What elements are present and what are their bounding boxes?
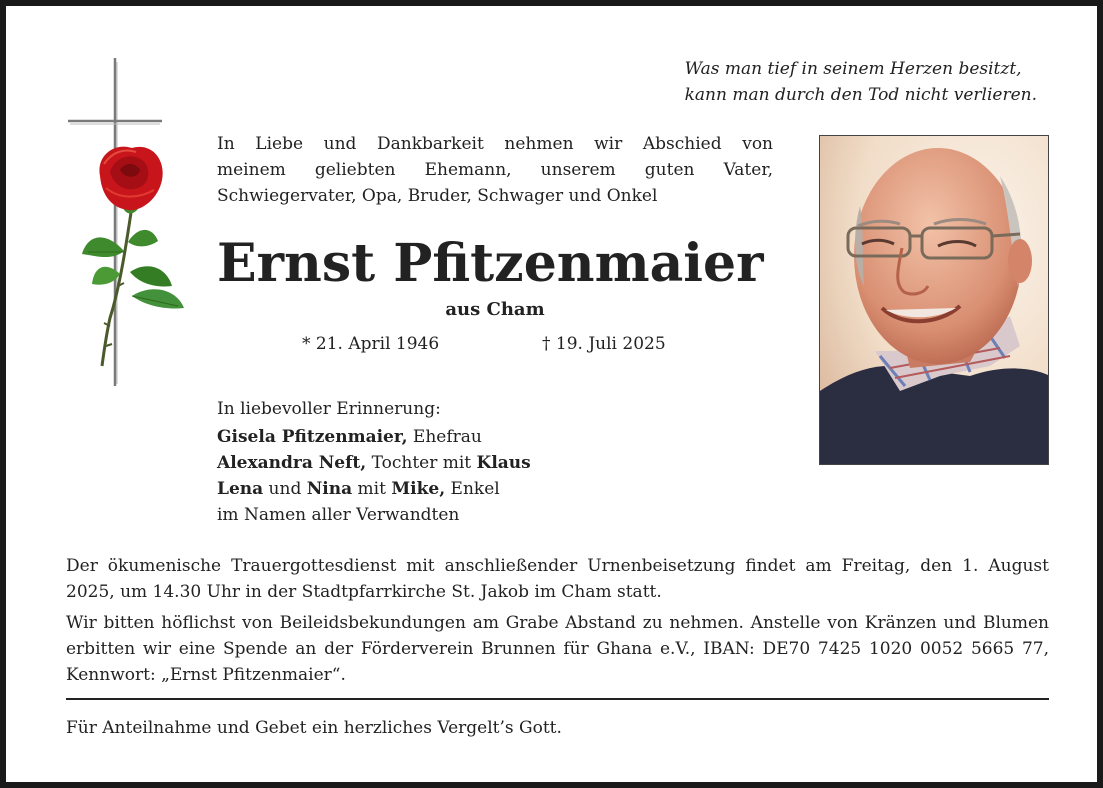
mourner-name: Klaus <box>476 453 531 473</box>
mourner-row: im Namen aller Verwandten <box>217 505 460 525</box>
intro-line-2: meinem geliebten Ehemann, unserem guten Vater, <box>217 160 773 180</box>
mourner-row <box>217 476 531 502</box>
service-info <box>66 553 1049 693</box>
divider <box>66 698 1049 700</box>
mourner-relation: Ehefrau <box>407 427 482 447</box>
service-paragraph: Der ökumenische Trauergottesdienst mit anschließender Urnenbeisetzung findet am Freitag, den 1. August 2025, um 14.30 Uhr in der Stadtpfarrkirche St. Jakob im Cham statt. <box>66 556 1049 602</box>
mourners-label: In liebevoller Erinnerung: <box>217 399 441 419</box>
motto-line-1: Was man tief in seinem Herzen besitzt, <box>684 59 1022 79</box>
death-date: † 19. Juli 2025 <box>542 334 666 354</box>
intro-line-3: Schwiegervater, Opa, Bruder, Schwager und Onkel <box>217 186 658 206</box>
intro-line-1: In Liebe und Dankbarkeit nehmen wir Abschied von <box>217 134 773 154</box>
mourner-name: Alexandra Neft, <box>217 453 367 473</box>
mourners-list <box>217 396 531 528</box>
portrait-illustration <box>820 136 1049 465</box>
mourner-row <box>217 424 531 450</box>
mourner-row <box>217 450 531 476</box>
mourner-name: Lena <box>217 479 264 499</box>
mourner-relation: Tochter mit <box>366 453 477 473</box>
motto-line-2: kann man durch den Tod nicht verlieren. <box>684 85 1037 105</box>
portrait-photo <box>819 135 1049 465</box>
donation-paragraph: Wir bitten höflichst von Beileidsbekundungen am Grabe Abstand zu nehmen. Anstelle von Kränzen und Blumen erbitten wir eine Spende an der Förderverein Brunnen für Ghana e.V., IBAN: DE70 7425 1020 0052 5665 77, Kennwort: „Ernst Pfitzenmaier“. <box>66 613 1049 685</box>
birth-date: * 21. April 1946 <box>302 334 440 354</box>
intro-text <box>217 131 773 209</box>
mourner-name: Mike, <box>391 479 446 499</box>
motto-quote <box>685 56 1037 108</box>
mourner-name: Nina <box>306 479 353 499</box>
mourner-conjunction: mit <box>352 479 392 499</box>
deceased-name: Ernst Pfitzenmaier <box>217 233 764 294</box>
cross-with-rose-icon <box>66 56 196 388</box>
mourner-name: Gisela Pfitzenmaier, <box>217 427 408 447</box>
mourner-conjunction: und <box>263 479 307 499</box>
deceased-origin: aus Cham <box>445 299 545 320</box>
closing-line: Für Anteilnahme und Gebet ein herzliches Vergelt’s Gott. <box>66 718 562 738</box>
mourner-relation: Enkel <box>445 479 500 499</box>
